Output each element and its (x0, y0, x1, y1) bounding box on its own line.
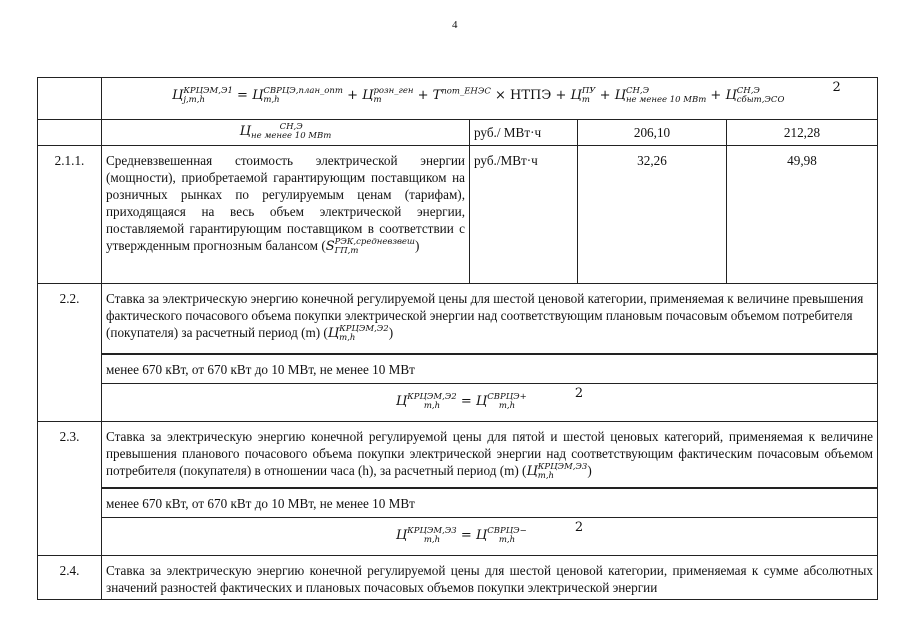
row-description: Ставка за электрическую энергию конечной регулируемой цены для шестой ценовой категории, применяемая к величине превышения фактического почасового объема покупки электрической энергии над соответствующим плановым почасовым объемом потребителя (покупателя) за расчетный период (m) (Ц КРЦЭМ,Э2 m,h ) (102, 284, 878, 354)
formula-row (38, 78, 878, 120)
row-2-4 (38, 556, 878, 600)
row-unit: руб./МВт·ч (470, 146, 578, 284)
tariff-unit: руб./ МВт·ч (470, 120, 578, 146)
row-number: 2.4. (38, 556, 102, 600)
row-2-3 (38, 422, 878, 488)
formula-num-cell (38, 78, 102, 120)
formula-number: 2 (574, 386, 584, 401)
formula-number: 2 (574, 520, 584, 535)
page-number: 4 (452, 19, 458, 31)
main-formula: Ц КРЦЭМ,Э1 j,m,h = Ц СВРЦЭ,план_опт m,h + Ц розн_ген m + $T^{пот\_ЕНЭС}$ × НТПЭ + Ц ПУ m + Ц СН,Э не менее 10 МВт + Ц СН,Э сбыт,ЭСО 2 (102, 78, 878, 120)
row-description: Ставка за электрическую энергию конечной регулируемой цены для пятой и шестой ценовых категорий, применяемая к величине превышения планового почасового объема покупки электрической энергии над соответствующим фактическим почасовым объемом потребителя (покупателя) в отношении часа (h), за расчетный период (m) (Ц КРЦЭМ,Э3 m,h ) (102, 422, 878, 488)
row-value-1: 32,26 (578, 146, 727, 284)
tariff-table (37, 77, 878, 600)
row-2-2-formula (38, 384, 878, 422)
tariff-row (38, 120, 878, 146)
tariff-label: Ц СН,Э не менее 10 МВт (102, 120, 470, 146)
formula: Ц КРЦЭМ,Э2 m,h = Ц СВРЦЭ+ m,h 2 (102, 384, 878, 422)
power-range: менее 670 кВт, от 670 кВт до 10 МВт, не менее 10 МВт (102, 488, 878, 518)
row-2-2-range (38, 354, 878, 384)
row-description: Средневзвешенная стоимость электрической энергии (мощности), приобретаемой гарантирующим поставщиком на розничных рынках по регулируемым ценам (тарифам), приходящаяся на весь объем электрической энергии, поставляемой гарантирующим поставщиком в соответствии с утвержденным прогнозным балансом (S РЭК,средневзвеш ГП,m ) (102, 146, 470, 284)
power-range: менее 670 кВт, от 670 кВт до 10 МВт, не менее 10 МВт (102, 354, 878, 384)
row-2-3-formula (38, 518, 878, 556)
row-number: 2.3. (38, 422, 102, 556)
tariff-value-1: 206,10 (578, 120, 727, 146)
row-value-2: 49,98 (727, 146, 878, 284)
row-2-1-1 (38, 146, 878, 284)
row-2-3-range (38, 488, 878, 518)
row-number: 2.2. (38, 284, 102, 422)
row-number: 2.1.1. (38, 146, 102, 284)
row-2-2 (38, 284, 878, 354)
formula: Ц КРЦЭМ,Э3 m,h = Ц СВРЦЭ− m,h 2 (102, 518, 878, 556)
tariff-value-2: 212,28 (727, 120, 878, 146)
row-description: Ставка за электрическую энергию конечной регулируемой цены для шестой ценовой категории, применяемая к сумме абсолютных значений разностей фактических и плановых почасовых объемов покупки электрической энергии (102, 556, 878, 600)
formula-number: 2 (832, 80, 841, 95)
